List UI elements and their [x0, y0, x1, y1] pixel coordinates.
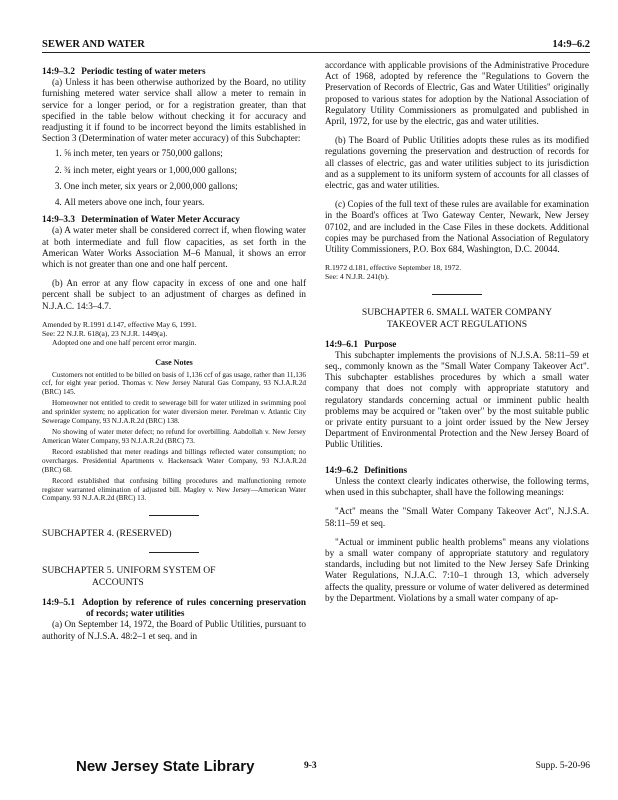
right-column — [325, 60, 589, 604]
subchapter-6-line-2: TAKEOVER ACT REGULATIONS — [386, 318, 528, 330]
section-divider — [149, 552, 199, 553]
paragraph-5-1-a-continued: accordance with applicable provisions of the Administrative Procedure Act of 1968, adopted by reference the "Regulations to Govern the Preservation of Records of Electric, Gas and Water Utilities" originally proposed to various states for adoption by the National Association of Regulatory Utility Commissioners as promulgated and published in April, 1972, for use by the electric, gas and water utilities. — [325, 60, 589, 127]
case-note: No showing of water meter defect; no refund for overbilling. Aabdollah v. New Jersey American Water Company, 93 N.J.A.R.2d (BRC) 73. — [42, 428, 306, 445]
section-number: 14:9–3.3 — [42, 214, 75, 225]
section-heading-3-3 — [42, 214, 306, 225]
source-see: See: 4 N.J.R. 241(b). — [325, 272, 389, 282]
paragraph-5-1-a: (a) On September 14, 1972, the Board of Public Utilities, pursuant to authority of N.J.S.A. 48:2–1 et seq. and in — [42, 619, 306, 641]
list-item: 2. ¾ inch meter, eight years or 1,000,000 gallons; — [64, 165, 306, 176]
library-name: New Jersey State Library — [76, 758, 255, 775]
amendment-summary: Adopted one and one half percent error margin. — [52, 338, 197, 348]
section-heading-6-1 — [325, 339, 589, 350]
document-page — [42, 28, 590, 788]
subchapter-5-line-2: ACCOUNTS — [92, 576, 144, 588]
case-note: Record established that meter readings and billings reflected water consumption; no overcharges. Presidential Apartments v. Hackensack Water Company, 93 N.J.A.R.2d (BRC) 68. — [42, 448, 306, 474]
section-divider — [432, 294, 482, 295]
section-title: Adoption by reference of rules concerning preservation of records; water utilities — [81, 596, 306, 619]
subchapter-5-heading — [42, 565, 306, 589]
section-title: Purpose — [364, 338, 397, 349]
section-heading-5-1 — [42, 597, 306, 619]
list-item: 1. ⅝ inch meter, ten years or 750,000 gallons; — [64, 148, 306, 159]
subchapter-6-heading — [325, 307, 589, 331]
paragraph-3-3-a: (a) A water meter shall be considered correct if, when flowing water at both intermediate and full flow capacities, as set forth in the American Water Works Association M–6 Manual, it shows an error which is not greater than one and one half percent. — [42, 225, 306, 270]
section-title: Definitions — [364, 464, 408, 475]
section-heading-3-2 — [42, 66, 306, 77]
paragraph-3-3-b: (b) An error at any flow capacity in excess of one and one half percent shall be subject to an adjustment of charges as defined in N.J.A.C. 14:3–4.7. — [42, 278, 306, 311]
header-title: SEWER AND WATER — [42, 39, 145, 50]
subchapter-6-line-1: SUBCHAPTER 6. SMALL WATER COMPANY — [361, 306, 553, 318]
section-title: Determination of Water Meter Accuracy — [81, 214, 240, 225]
paragraph-6-2: Unless the context clearly indicates otherwise, the following terms, when used in this subchapter, shall have the following meanings: — [325, 475, 589, 498]
section-divider — [149, 515, 199, 516]
case-note: Record established that confusing billing procedures and malfunctioning remote register warranted elimination of adjusted bill. Magley v. New Jersey—American Water Company. 93 N.J.A.R.2d (BRC) 13. — [42, 477, 306, 503]
list-item: 4. All meters above one inch, four years. — [64, 197, 306, 208]
definition-act: "Act" means the "Small Water Company Takeover Act", N.J.S.A. 58:11–59 et seq. — [325, 506, 589, 528]
section-heading-6-2 — [325, 465, 589, 476]
running-header — [42, 34, 590, 53]
subchapter-4-heading: SUBCHAPTER 4. (RESERVED) — [42, 527, 172, 539]
paragraph-5-1-b: (b) The Board of Public Utilities adopts these rules as its modified regulations governing the preservation and destruction of records for all classes of electric, gas and water utilities subject to its jurisdiction and as a supplement to its uniform system of accounts for all classes of electric, gas and water utilities. — [325, 135, 589, 191]
list-item: 3. One inch meter, six years or 2,000,000 gallons; — [64, 181, 306, 192]
definition-public-health: "Actual or imminent public health problems" means any violations by a small water company of appropriate statutory and regulatory standards, including but not limited to the New Jersey Safe Drinking Water Regulations, N.J.A.C. 7:10–1 through 13, which adversely affects the quality, pressure or volume of water delivered as determined by the Department. Violations by a small water company of ap- — [325, 536, 589, 603]
section-title: Periodic testing of water meters — [81, 66, 206, 76]
subchapter-5-line-1: SUBCHAPTER 5. UNIFORM SYSTEM OF — [42, 564, 216, 576]
left-column — [42, 60, 306, 642]
supplement-date: Supp. 5-20-96 — [535, 761, 590, 771]
section-number: 14:9–6.2 — [325, 464, 358, 475]
header-section-range: 14:9–6.2 — [552, 39, 590, 50]
amendment-see: See: 22 N.J.R. 618(a), 23 N.J.R. 1449(a). — [42, 329, 168, 339]
paragraph-3-2-a: (a) Unless it has been otherwise authorized by the Board, no utility furnishing metered water service shall allow a meter to remain in service for a longer period, or for a registration greater, than that specified in the table below without checking it for accuracy and readjusting it if found to be incorrect beyond the limits established in Section 3 (Determination of water meter accuracy) of this Subchapter: — [42, 77, 306, 144]
case-note: Homeowner not entitled to credit to sewerage bill for water utilized in swimming pool and sprinkler system; no application for water diversion meter. Perelman v. Atlantic City Sewerage Company, 93 N.J.A.R.2d (BRC) 138. — [42, 399, 306, 425]
page-footer — [42, 758, 590, 784]
section-number: 14:9–6.1 — [325, 338, 358, 349]
case-notes-heading: Case Notes — [155, 358, 193, 368]
page-number: 9-3 — [304, 761, 317, 771]
amendment-note: Amended by R.1991 d.147, effective May 6, 1991. — [42, 319, 197, 329]
source-note: R.1972 d.181, effective September 18, 1972. — [325, 263, 462, 273]
section-number: 14:9–3.2 — [42, 66, 75, 76]
paragraph-5-1-c: (c) Copies of the full text of these rules are available for examination in the Board's offices at Two Gateway Center, Newark, New Jersey 07102, and are included in the Case Files in these dockets. Additional copies may be purchased from the National Association of Regulatory Utility Commissioners, P.O. Box 684, Washington, D.C. 20044. — [325, 199, 589, 255]
paragraph-6-1: This subchapter implements the provisions of N.J.S.A. 58:11–59 et seq., commonly known as the "Small Water Company Takeover Act". This subchapter establishes procedures by which a small water company that does not comply with appropriate statutory and regulatory standards concerning actual or imminent public health problems may be acquired or "taken over" by the most suitable public or private entity pursuant to a joint order issued by the New Jersey Department of Environmental Protection and the New Jersey Board of Public Utilities. — [325, 349, 589, 450]
case-note: Customers not entitled to be billed on basis of 1,136 ccf of gas usage, rather than 11,136 ccf, for eight year period. Thomas v. New Jersey Natural Gas Company, 93 N.J.A.R.2d (BRC) 145. — [42, 370, 306, 396]
meter-period-list — [42, 148, 306, 208]
section-number: 14:9–5.1 — [42, 596, 75, 607]
